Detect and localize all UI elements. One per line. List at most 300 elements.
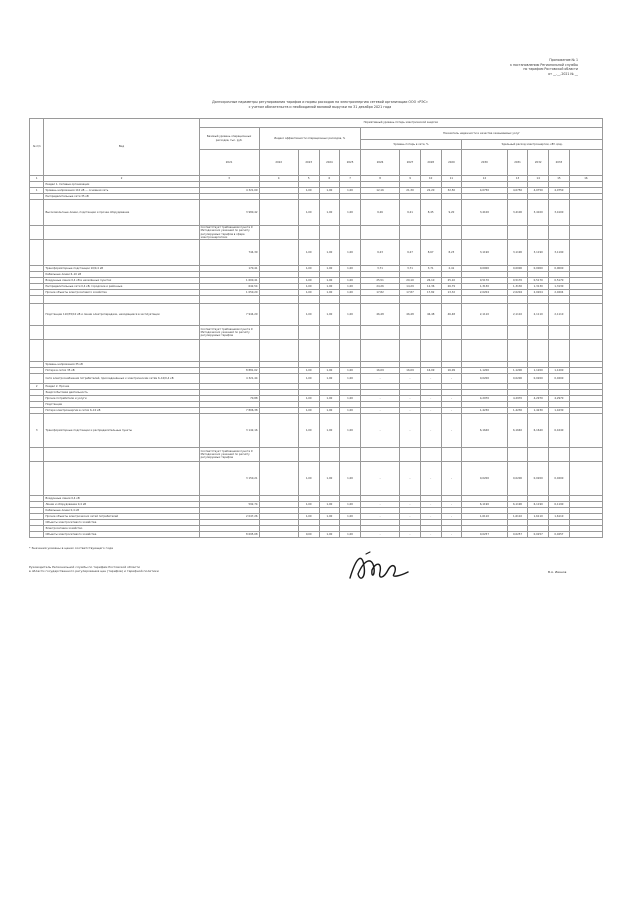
- row-cell: 1,00: [340, 240, 361, 266]
- row-cell: 3 980,42: [199, 200, 259, 226]
- row-cell: 0,0257: [549, 532, 570, 538]
- row-cell: [298, 448, 319, 462]
- header-no: № п/п: [30, 119, 44, 176]
- header-year: 2025: [340, 150, 361, 176]
- row-name: Прочие объекты электрических сетей потребителей: [44, 514, 199, 520]
- row-cell: 0,0257: [462, 532, 508, 538]
- row-cell: [319, 226, 340, 240]
- row-number: [30, 462, 44, 496]
- row-cell: 170,41: [199, 266, 259, 272]
- row-cell: 8 695,08: [199, 532, 259, 538]
- row-cell: 1,00: [298, 408, 319, 414]
- row-cell: [462, 326, 508, 340]
- row-cell: [340, 226, 361, 240]
- row-cell: 1,3130: [549, 284, 570, 290]
- row-cell: 1,00: [298, 502, 319, 508]
- row-cell: 0,5170: [528, 278, 549, 284]
- column-number: 13: [507, 176, 528, 182]
- header-year: 2021: [199, 150, 259, 176]
- row-cell: 4,0750: [462, 188, 508, 194]
- row-cell: 24,26: [360, 284, 399, 290]
- row-cell: 6,1640: [549, 414, 570, 448]
- row-cell: -: [400, 374, 421, 384]
- approval-stamp: [438, 58, 578, 76]
- row-cell: 3,71: [360, 266, 399, 272]
- table-row: [30, 296, 603, 304]
- row-cell: 642,54: [199, 284, 259, 290]
- header-year: 2029: [441, 150, 462, 176]
- row-cell: 1,00: [340, 374, 361, 384]
- row-cell: 4,2970: [507, 396, 528, 402]
- row-cell: 1,00: [298, 266, 319, 272]
- row-cell: -: [400, 408, 421, 414]
- row-cell: -: [441, 532, 462, 538]
- table-row: [30, 374, 603, 384]
- row-cell: 4,0750: [528, 188, 549, 194]
- row-cell: -: [400, 396, 421, 402]
- parameters-table: [29, 118, 603, 538]
- column-number: 2: [44, 176, 199, 182]
- header-group: Вид: [44, 119, 199, 176]
- row-cell: 0,0257: [528, 532, 549, 538]
- row-name: Высоковольтные линии, подстанции и прочее оборудование: [44, 200, 199, 226]
- row-cell: 1,00: [319, 414, 340, 448]
- row-cell: [30, 226, 44, 240]
- row-cell: 1,00: [340, 368, 361, 374]
- table-subnote-row: [30, 448, 603, 462]
- header-top-right: Нормативный уровень потерь электрической энергии: [199, 119, 602, 128]
- row-cell: [528, 226, 549, 240]
- row-cell: 1,00: [319, 304, 340, 326]
- row-cell: 4,0750: [507, 188, 528, 194]
- header-year: 2028: [420, 150, 441, 176]
- row-cell: [199, 296, 259, 304]
- signatory-name: В.А. Иванов: [548, 570, 567, 574]
- row-cell: 17,82: [420, 290, 441, 296]
- row-cell: [569, 296, 602, 304]
- row-cell: -: [360, 532, 399, 538]
- row-cell: [319, 448, 340, 462]
- row-cell: -: [441, 396, 462, 402]
- row-cell: -: [400, 514, 421, 520]
- row-cell: [259, 374, 298, 384]
- row-number: [30, 296, 44, 304]
- column-number: 11: [441, 176, 462, 182]
- row-cell: 1,00: [298, 462, 319, 496]
- row-cell: 22,20: [420, 188, 441, 194]
- row-cell: 1,00: [340, 188, 361, 194]
- row-cell: [400, 296, 421, 304]
- row-cell: -: [420, 502, 441, 508]
- row-cell: 0,0000: [507, 266, 528, 272]
- row-cell: [462, 296, 508, 304]
- row-cell: 16,09: [441, 368, 462, 374]
- row-cell: 1,4230: [507, 408, 528, 414]
- column-number: 14: [528, 176, 549, 182]
- row-cell: 0,0200: [507, 374, 528, 384]
- row-number: 2: [30, 384, 44, 390]
- row-cell: 1,4230: [528, 408, 549, 414]
- row-cell: [400, 326, 421, 340]
- row-cell: 1,00: [319, 502, 340, 508]
- row-cell: 70,88: [199, 396, 259, 402]
- row-cell: 1,00: [298, 414, 319, 448]
- row-cell: 32,50: [441, 188, 462, 194]
- row-cell: [528, 326, 549, 340]
- row-cell: 0,0200: [462, 374, 508, 384]
- row-cell: 1,3130: [507, 284, 528, 290]
- row-name: Подстанции 110/35/10 кВ и линии электропередачи, находящиеся в эксплуатации: [44, 304, 199, 326]
- row-cell: -: [400, 462, 421, 496]
- row-cell: 2,1110: [528, 304, 549, 326]
- row-cell: 0,0200: [549, 462, 570, 496]
- row-cell: 0,5170: [462, 278, 508, 284]
- row-name: Кабельные линии 0,4 кВ: [44, 508, 199, 514]
- approval-line: к постановлению Региональной службы: [510, 62, 578, 67]
- row-cell: 3,4100: [528, 200, 549, 226]
- row-cell: [340, 448, 361, 462]
- row-cell: [462, 226, 508, 240]
- row-cell: 1,6110: [528, 514, 549, 520]
- column-number: 12: [462, 176, 508, 182]
- header-year: 2022: [259, 150, 298, 176]
- row-cell: 1,00: [319, 532, 340, 538]
- handwritten-signature: [344, 548, 414, 588]
- row-cell: 1,00: [340, 532, 361, 538]
- row-cell: [507, 326, 528, 340]
- row-cell: [569, 374, 602, 384]
- row-number: 3: [30, 414, 44, 448]
- row-cell: [360, 448, 399, 462]
- header-year: 2023: [298, 150, 319, 176]
- row-name: Уровень напряжения 110 кВ — основная сеть: [44, 188, 199, 194]
- row-cell: 46,48: [400, 304, 421, 326]
- row-cell: [507, 448, 528, 462]
- row-name: Кабельные линии 6–10 кВ: [44, 272, 199, 278]
- row-cell: 1,00: [340, 278, 361, 284]
- row-cell: [400, 448, 421, 462]
- row-number: [30, 200, 44, 226]
- row-name: Потери электроэнергии в сетях 6–10 кВ: [44, 408, 199, 414]
- row-cell: [569, 462, 602, 496]
- row-cell: [569, 326, 602, 340]
- row-cell: -: [360, 514, 399, 520]
- row-cell: 1,6110: [549, 514, 570, 520]
- row-cell: 3,1190: [462, 240, 508, 266]
- row-cell: [569, 226, 602, 240]
- row-cell: 1,1200: [462, 368, 508, 374]
- row-subnote: Соответствует требованиям пункта 9 Методических указаний по расчёту регулируемых тарифов в сфере электроэнергетики: [199, 226, 259, 240]
- row-cell: 1,00: [298, 368, 319, 374]
- row-cell: [298, 226, 319, 240]
- row-cell: [441, 326, 462, 340]
- table-row: [30, 200, 603, 226]
- column-number: 9: [400, 176, 421, 182]
- row-cell: [360, 340, 399, 362]
- row-cell: 16,09: [360, 368, 399, 374]
- row-cell: 4,2970: [462, 396, 508, 402]
- row-cell: 0,0200: [507, 462, 528, 496]
- row-cell: [360, 326, 399, 340]
- row-cell: 1,00: [319, 200, 340, 226]
- column-number: 4: [259, 176, 298, 182]
- row-cell: 7 944,29: [199, 304, 259, 326]
- row-number: [30, 240, 44, 266]
- row-cell: -: [400, 532, 421, 538]
- table-body: [30, 176, 603, 538]
- table-subnote-row: [30, 326, 603, 340]
- row-cell: [569, 304, 602, 326]
- row-cell: 1,00: [298, 396, 319, 402]
- table-row: [30, 462, 603, 496]
- row-cell: 1,00: [319, 266, 340, 272]
- row-cell: 16,09: [420, 368, 441, 374]
- row-cell: [569, 414, 602, 448]
- row-cell: 20,10: [400, 278, 421, 284]
- row-cell: [259, 340, 298, 362]
- row-cell: 1,00: [340, 284, 361, 290]
- row-cell: 3 150,21: [199, 462, 259, 496]
- row-cell: -: [360, 374, 399, 384]
- table-row: [30, 304, 603, 326]
- column-number: 3: [199, 176, 259, 182]
- row-cell: 1 600,41: [199, 278, 259, 284]
- row-cell: 3,71: [400, 266, 421, 272]
- row-cell: [420, 296, 441, 304]
- row-cell: 3,71: [420, 266, 441, 272]
- row-name: Электросетевое хозяйство: [44, 526, 199, 532]
- row-cell: 4 321,09: [199, 188, 259, 194]
- row-cell: 2,41: [441, 266, 462, 272]
- row-cell: 1,00: [319, 396, 340, 402]
- row-cell: 3,1190: [507, 240, 528, 266]
- row-cell: 2,0204: [528, 290, 549, 296]
- column-number: 16: [569, 176, 602, 182]
- row-cell: [319, 326, 340, 340]
- row-cell: 0,5170: [549, 278, 570, 284]
- row-cell: 6,1190: [549, 502, 570, 508]
- row-cell: 0,0000: [528, 266, 549, 272]
- row-cell: [44, 326, 199, 340]
- row-cell: 1,4230: [462, 408, 508, 414]
- row-cell: 9,21: [400, 200, 421, 226]
- row-name: Подстанции: [44, 402, 199, 408]
- row-cell: [259, 200, 298, 226]
- row-name: Прочие потребители и услуги: [44, 396, 199, 402]
- approval-line: Приложение № 1: [549, 58, 578, 62]
- row-cell: [569, 448, 602, 462]
- column-number: 1: [30, 176, 44, 182]
- row-cell: 1,00: [340, 462, 361, 496]
- row-cell: [44, 448, 199, 462]
- row-cell: 4,0750: [549, 188, 570, 194]
- row-cell: 25,10: [441, 278, 462, 284]
- row-cell: 3,4100: [507, 200, 528, 226]
- row-cell: 3 142,16: [199, 414, 259, 448]
- row-cell: -: [420, 414, 441, 448]
- row-cell: 1,00: [340, 304, 361, 326]
- row-cell: 8,67: [420, 240, 441, 266]
- header-mid-right: Показатель надежности и качества оказываемых услуг: [360, 128, 602, 140]
- row-cell: [549, 340, 570, 362]
- table-row: [30, 414, 603, 448]
- row-cell: 1,3130: [528, 284, 549, 290]
- row-cell: [549, 296, 570, 304]
- row-cell: 17,87: [400, 290, 421, 296]
- row-name: Энергосбытовая деятельность: [44, 390, 199, 396]
- row-cell: -: [420, 514, 441, 520]
- row-name: Распределительные сети 35 кВ: [44, 194, 199, 200]
- row-cell: 4 321,44: [199, 374, 259, 384]
- row-cell: [259, 226, 298, 240]
- row-cell: [199, 340, 259, 362]
- row-cell: 26,10: [420, 278, 441, 284]
- row-cell: 6,1640: [507, 414, 528, 448]
- table-row: [30, 340, 603, 362]
- row-cell: [549, 226, 570, 240]
- row-cell: [319, 340, 340, 362]
- row-cell: 3,1190: [549, 240, 570, 266]
- row-name: Раздел 2. Прочие: [44, 384, 199, 390]
- row-number: [30, 532, 44, 538]
- row-cell: 1,00: [340, 514, 361, 520]
- table-row: [30, 532, 603, 538]
- signature-caption-line: Руководитель Региональной службы по тарифам Ростовской области: [29, 565, 140, 569]
- row-cell: [420, 340, 441, 362]
- header-year: 2026: [360, 150, 399, 176]
- row-cell: [259, 304, 298, 326]
- header-year: 2024: [319, 150, 340, 176]
- row-cell: 14,29: [400, 284, 421, 290]
- row-cell: [360, 296, 399, 304]
- row-cell: 2,0204: [462, 290, 508, 296]
- approval-line: по тарифам Ростовской области: [523, 67, 578, 72]
- row-cell: [569, 240, 602, 266]
- row-cell: 12,36: [420, 284, 441, 290]
- row-name: [44, 240, 199, 266]
- row-cell: [441, 340, 462, 362]
- row-name: Воздушные линии 0,4 кВ в населённых пунктах: [44, 278, 199, 284]
- row-cell: 46,48: [441, 304, 462, 326]
- row-number: [30, 340, 44, 362]
- row-cell: [340, 326, 361, 340]
- column-number: 15: [549, 176, 570, 182]
- table-row: [30, 240, 603, 266]
- row-cell: -: [420, 462, 441, 496]
- row-cell: 0,00: [298, 532, 319, 538]
- row-cell: 2,1110: [507, 304, 528, 326]
- header-year: 2031: [507, 150, 528, 176]
- row-cell: 1,00: [340, 408, 361, 414]
- row-cell: 1,00: [298, 374, 319, 384]
- row-cell: 25,51: [360, 278, 399, 284]
- row-cell: [298, 296, 319, 304]
- row-name: Трансформаторные подстанции и распределительные пункты: [44, 414, 199, 448]
- header-year: 2027: [400, 150, 421, 176]
- row-cell: 9,20: [441, 200, 462, 226]
- row-cell: -: [441, 502, 462, 508]
- row-cell: 1,00: [319, 462, 340, 496]
- row-name: Раздел 1. Сетевые организации: [44, 182, 199, 188]
- row-cell: [528, 340, 549, 362]
- row-cell: [30, 448, 44, 462]
- row-cell: 1,3130: [462, 284, 508, 290]
- table-subnote-row: [30, 226, 603, 240]
- row-cell: [507, 296, 528, 304]
- row-cell: -: [360, 502, 399, 508]
- row-cell: 6,1190: [528, 502, 549, 508]
- row-cell: 0,0000: [462, 266, 508, 272]
- row-cell: [360, 226, 399, 240]
- row-cell: [441, 448, 462, 462]
- row-subnote: Соответствует требованиям пункта 9 Методических указаний по расчёту регулируемых тарифов: [199, 448, 259, 462]
- row-cell: 2 047,26: [199, 514, 259, 520]
- row-cell: 1,00: [298, 200, 319, 226]
- row-cell: 46,48: [420, 304, 441, 326]
- row-cell: 3,4100: [462, 200, 508, 226]
- row-cell: [44, 226, 199, 240]
- row-name: Воздушные линии 0,4 кВ: [44, 496, 199, 502]
- row-cell: 1,00: [298, 188, 319, 194]
- row-name: [44, 340, 199, 362]
- row-cell: 6,1640: [462, 414, 508, 448]
- row-cell: [340, 296, 361, 304]
- row-cell: [569, 340, 602, 362]
- row-cell: 1,6110: [462, 514, 508, 520]
- row-cell: 1,00: [319, 514, 340, 520]
- row-cell: 9,26: [360, 200, 399, 226]
- row-cell: 0,0257: [507, 532, 528, 538]
- row-cell: 1,00: [319, 408, 340, 414]
- row-cell: 2,1110: [462, 304, 508, 326]
- row-name: Распределительные сети 0,4 кВ, городские и районные: [44, 284, 199, 290]
- row-cell: 9,23: [360, 240, 399, 266]
- row-cell: 1,00: [319, 188, 340, 194]
- row-name: Сети электроснабжения потребителей, присоединённых к электрическим сетям 6–10/0,4 кВ: [44, 374, 199, 384]
- row-cell: [528, 296, 549, 304]
- row-cell: 1,00: [298, 304, 319, 326]
- row-cell: 1,00: [298, 290, 319, 296]
- row-cell: -: [420, 532, 441, 538]
- row-name: Линии и оборудование 0,4 кВ: [44, 502, 199, 508]
- row-cell: [549, 326, 570, 340]
- row-cell: 1,00: [340, 266, 361, 272]
- row-subnote: Соответствует требованиям пункта 9 Методических указаний по расчёту регулируемых тарифов: [199, 326, 259, 340]
- row-cell: -: [441, 462, 462, 496]
- row-name: [44, 462, 199, 496]
- title-line: с учетом обязательств и необходимой валовой выручки на 31 декабря 2021 года: [248, 104, 392, 109]
- row-cell: 3,4100: [549, 200, 570, 226]
- row-name: Объекты электросетевого хозяйства: [44, 532, 199, 538]
- row-cell: 6,1190: [507, 502, 528, 508]
- row-cell: 1,00: [298, 240, 319, 266]
- row-cell: [569, 532, 602, 538]
- header-sub-pct: Уровень потерь в сети, %: [360, 140, 461, 150]
- row-cell: 26,79: [441, 284, 462, 290]
- row-cell: 1,1200: [507, 368, 528, 374]
- row-cell: -: [360, 408, 399, 414]
- column-number: 6: [319, 176, 340, 182]
- header-sub-tariff: Удельный расход электроэнергии, кВт·ч/ед.: [462, 140, 603, 150]
- row-cell: -: [360, 396, 399, 402]
- row-cell: 0,0200: [462, 462, 508, 496]
- footnote: * Значения указаны в ценах соответствующего года: [29, 546, 114, 550]
- row-cell: 1,1200: [549, 368, 570, 374]
- row-cell: -: [420, 374, 441, 384]
- row-cell: [420, 326, 441, 340]
- column-number: 7: [340, 176, 361, 182]
- row-cell: 7 806,38: [199, 408, 259, 414]
